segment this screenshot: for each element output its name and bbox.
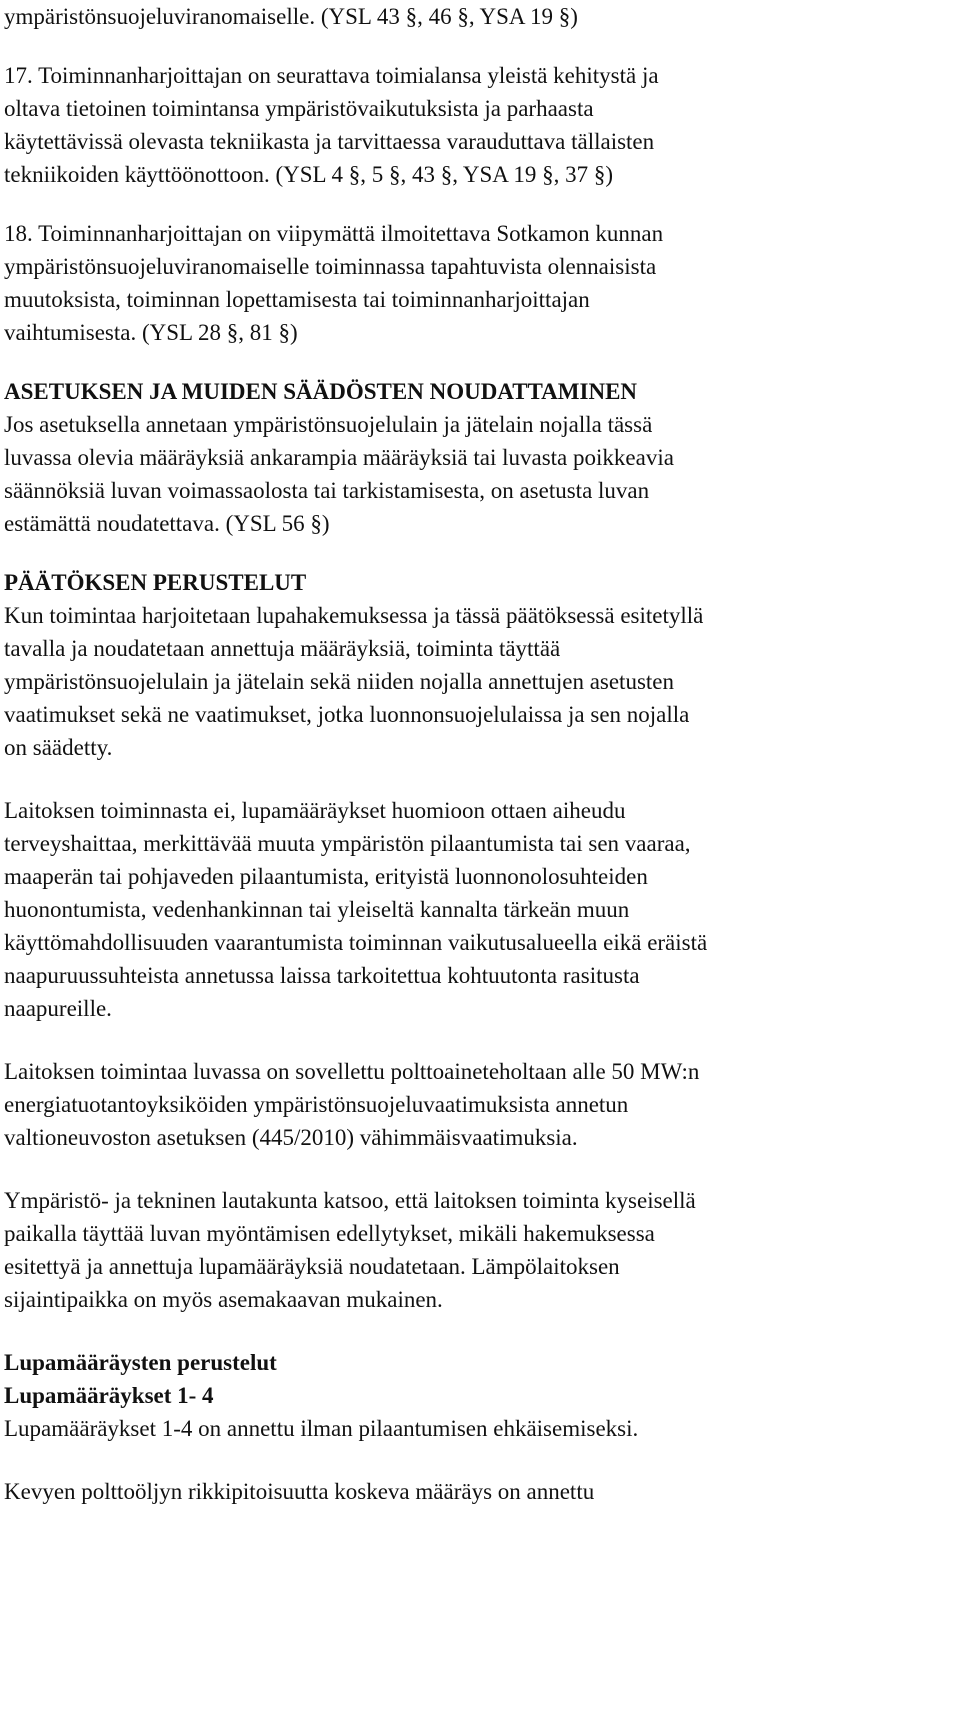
intro-line (4, 0, 954, 33)
lupamaaraykset-continuation (4, 1475, 954, 1508)
text-line: ympäristönsuojeluviranomaiselle. (YSL 43 §, 46 §, YSA 19 §) (4, 4, 578, 29)
text-line: terveyshaittaa, merkittävää muuta ympäristön pilaantumista tai sen vaaraa, (4, 831, 691, 856)
text-line: Laitoksen toiminnasta ei, lupamääräykset huomioon ottaen aiheudu (4, 798, 626, 823)
text-line: paikalla täyttää luvan myöntämisen edellytykset, mikäli hakemuksessa (4, 1221, 655, 1246)
lupamaaraykset-body (4, 1412, 954, 1445)
text-line: oltava tietoinen toimintansa ympäristövaikutuksista ja parhaasta (4, 96, 594, 121)
text-line: tavalla ja noudatetaan annettuja määräyksiä, toiminta täyttää (4, 636, 561, 661)
text-line: naapureille. (4, 996, 112, 1021)
text-line: maaperän tai pohjaveden pilaantumista, erityistä luonnonolosuhteiden (4, 864, 648, 889)
text-line: huonontumista, vedenhankinnan tai yleiseltä kannalta tärkeän muun (4, 897, 630, 922)
section-asetukset-body (4, 408, 954, 540)
item-17 (4, 59, 954, 191)
text-line: käytettävissä olevasta tekniikasta ja tarvittaessa varauduttava tällaisten (4, 129, 655, 154)
perustelut-paragraph-1 (4, 599, 954, 764)
text-line: luvassa olevia määräyksiä ankarampia määräyksiä tai luvasta poikkeavia (4, 445, 674, 470)
text-line: Kun toimintaa harjoitetaan lupahakemuksessa ja tässä päätöksessä esitetyllä (4, 603, 704, 628)
section-heading-asetukset: ASETUKSEN JA MUIDEN SÄÄDÖSTEN NOUDATTAMINEN (4, 379, 638, 404)
text-line: tekniikoiden käyttöönottoon. (YSL 4 §, 5 §, 43 §, YSA 19 §, 37 §) (4, 162, 614, 187)
subheading-lupamaaraykset-1-4: Lupamääräykset 1- 4 (4, 1383, 214, 1408)
text-line: 17. Toiminnanharjoittajan on seurattava toimialansa yleistä kehitystä ja (4, 63, 659, 88)
text-line: Lupamääräykset 1-4 on annettu ilman pilaantumisen ehkäisemiseksi. (4, 1416, 639, 1441)
section-heading-perustelut: PÄÄTÖKSEN PERUSTELUT (4, 570, 307, 595)
text-line: vaatimukset sekä ne vaatimukset, jotka luonnonsuojelulaissa ja sen nojalla (4, 702, 690, 727)
text-line: Ympäristö- ja tekninen lautakunta katsoo, että laitoksen toiminta kyseisellä (4, 1188, 696, 1213)
text-line: sijaintipaikka on myös asemakaavan mukainen. (4, 1287, 443, 1312)
perustelut-paragraph-2 (4, 794, 954, 1025)
subheading-lupamaaraysten-perustelut: Lupamääräysten perustelut (4, 1350, 277, 1375)
text-line: estämättä noudatettava. (YSL 56 §) (4, 511, 330, 536)
perustelut-paragraph-3 (4, 1055, 954, 1154)
text-line: esitettyä ja annettuja lupamääräyksiä noudatetaan. Lämpölaitoksen (4, 1254, 620, 1279)
text-line: vaihtumisesta. (YSL 28 §, 81 §) (4, 320, 298, 345)
text-line: ympäristönsuojeluviranomaiselle toiminnassa tapahtuvista olennaisista (4, 254, 657, 279)
text-line: Kevyen polttoöljyn rikkipitoisuutta koskeva määräys on annettu (4, 1479, 595, 1504)
perustelut-paragraph-4 (4, 1184, 954, 1316)
text-line: 18. Toiminnanharjoittajan on viipymättä ilmoitettava Sotkamon kunnan (4, 221, 664, 246)
text-line: on säädetty. (4, 735, 113, 760)
text-line: energiatuotantoyksiköiden ympäristönsuojeluvaatimuksista annetun (4, 1092, 629, 1117)
text-line: Jos asetuksella annetaan ympäristönsuojelulain ja jätelain nojalla tässä (4, 412, 653, 437)
text-line: naapuruussuhteista annetussa laissa tarkoitettua kohtuutonta rasitusta (4, 963, 640, 988)
text-line: Laitoksen toimintaa luvassa on sovellettu polttoaineteholtaan alle 50 MW:n (4, 1059, 700, 1084)
text-line: säännöksiä luvan voimassaolosta tai tarkistamisesta, on asetusta luvan (4, 478, 650, 503)
item-18 (4, 217, 954, 349)
text-line: ympäristönsuojelulain ja jätelain sekä niiden nojalla annettujen asetusten (4, 669, 674, 694)
text-line: muutoksista, toiminnan lopettamisesta tai toiminnanharjoittajan (4, 287, 590, 312)
document-page (4, 0, 954, 1508)
text-line: valtioneuvoston asetuksen (445/2010) vähimmäisvaatimuksia. (4, 1125, 578, 1150)
text-line: käyttömahdollisuuden vaarantumista toiminnan vaikutusalueella eikä eräistä (4, 930, 708, 955)
